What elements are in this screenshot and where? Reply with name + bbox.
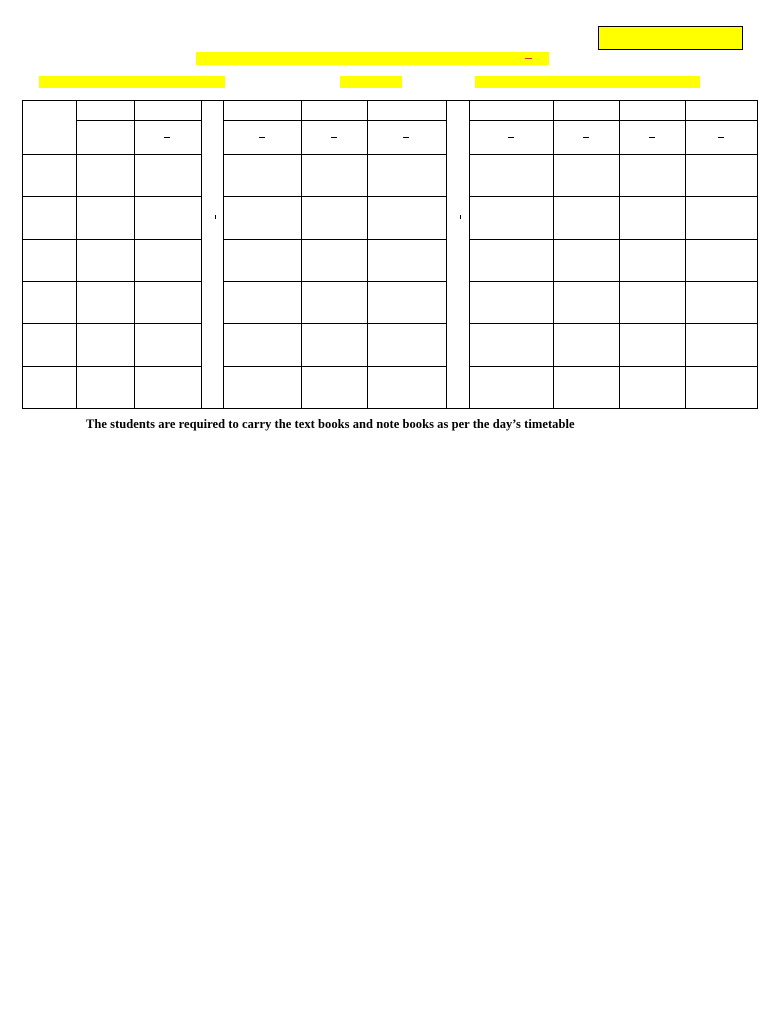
grid-subheader-line bbox=[223, 120, 302, 121]
grid-row-line bbox=[301, 281, 368, 282]
grid-border-bottom bbox=[22, 408, 758, 409]
grid-row-line bbox=[553, 366, 620, 367]
grid-row-line bbox=[619, 281, 686, 282]
grid-row-line bbox=[301, 366, 368, 367]
grid-row-line bbox=[685, 366, 758, 367]
grid-column-line bbox=[685, 100, 686, 408]
class-highlight bbox=[39, 76, 225, 88]
grid-row-line bbox=[367, 239, 447, 240]
grid-column-line bbox=[757, 100, 758, 408]
grid-row-line bbox=[22, 239, 77, 240]
grid-column-line bbox=[201, 100, 202, 408]
grid-row-line bbox=[553, 196, 620, 197]
grid-row-line bbox=[134, 154, 202, 155]
time-dash-mark bbox=[718, 137, 724, 138]
grid-row-line bbox=[134, 239, 202, 240]
grid-row-line bbox=[22, 323, 77, 324]
grid-row-line bbox=[685, 239, 758, 240]
grid-row-line bbox=[553, 323, 620, 324]
grid-subheader-line bbox=[553, 120, 620, 121]
grid-row-line bbox=[22, 281, 77, 282]
grid-row-line bbox=[134, 281, 202, 282]
grid-row-line bbox=[223, 366, 302, 367]
grid-row-line bbox=[134, 366, 202, 367]
grid-row-line bbox=[553, 281, 620, 282]
grid-row-line bbox=[301, 154, 368, 155]
grid-column-line bbox=[469, 100, 470, 408]
grid-row-line bbox=[22, 196, 77, 197]
break-column-mark bbox=[460, 215, 461, 219]
teacher-highlight bbox=[475, 76, 700, 88]
grid-row-line bbox=[22, 366, 77, 367]
grid-row-line bbox=[685, 154, 758, 155]
grid-subheader-line bbox=[619, 120, 686, 121]
footer-note: The students are required to carry the text books and note books as per the day’s timetable bbox=[86, 417, 575, 431]
grid-column-line bbox=[553, 100, 554, 408]
grid-subheader-line bbox=[301, 120, 368, 121]
grid-row-line bbox=[76, 323, 135, 324]
page-code-box bbox=[598, 26, 743, 50]
grid-row-line bbox=[469, 239, 554, 240]
grid-subheader-line bbox=[134, 120, 202, 121]
grid-row-line bbox=[685, 281, 758, 282]
grid-row-line bbox=[619, 239, 686, 240]
grid-column-line bbox=[134, 100, 135, 408]
grid-row-line bbox=[553, 239, 620, 240]
grid-row-line bbox=[134, 196, 202, 197]
grid-row-line bbox=[619, 323, 686, 324]
grid-row-line bbox=[301, 323, 368, 324]
grid-row-line bbox=[367, 281, 447, 282]
grid-column-line bbox=[22, 100, 23, 408]
grid-row-line bbox=[76, 239, 135, 240]
grid-row-line bbox=[469, 323, 554, 324]
grid-row-line bbox=[223, 239, 302, 240]
grid-subheader-line bbox=[367, 120, 447, 121]
grid-row-line bbox=[469, 196, 554, 197]
grid-row-line bbox=[223, 281, 302, 282]
grid-row-line bbox=[619, 154, 686, 155]
time-dash-mark bbox=[331, 137, 337, 138]
grid-subheader-line bbox=[76, 120, 135, 121]
time-dash-mark bbox=[649, 137, 655, 138]
grid-row-line bbox=[76, 196, 135, 197]
grid-row-line bbox=[367, 323, 447, 324]
grid-column-line bbox=[223, 100, 224, 408]
grid-row-line bbox=[76, 281, 135, 282]
grid-row-line bbox=[367, 196, 447, 197]
grid-row-line bbox=[76, 366, 135, 367]
grid-row-line bbox=[223, 323, 302, 324]
time-dash-mark bbox=[583, 137, 589, 138]
title-highlight bbox=[196, 52, 549, 65]
grid-border-top bbox=[22, 100, 758, 101]
grid-row-line bbox=[469, 154, 554, 155]
time-dash-mark bbox=[259, 137, 265, 138]
grid-column-line bbox=[446, 100, 447, 408]
time-dash-mark bbox=[164, 137, 170, 138]
section-highlight bbox=[340, 76, 402, 88]
grid-subheader-line bbox=[469, 120, 554, 121]
title-red-mark bbox=[525, 58, 532, 59]
grid-subheader-line bbox=[685, 120, 758, 121]
grid-row-line bbox=[685, 196, 758, 197]
grid-row-line bbox=[367, 154, 447, 155]
grid-row-line bbox=[223, 154, 302, 155]
grid-column-line bbox=[367, 100, 368, 408]
break-column-mark bbox=[215, 215, 216, 219]
time-dash-mark bbox=[403, 137, 409, 138]
grid-row-line bbox=[469, 366, 554, 367]
grid-row-line bbox=[134, 323, 202, 324]
grid-row-line bbox=[301, 239, 368, 240]
grid-column-line bbox=[301, 100, 302, 408]
grid-row-line bbox=[76, 154, 135, 155]
grid-row-line bbox=[22, 154, 77, 155]
grid-row-line bbox=[223, 196, 302, 197]
grid-row-line bbox=[619, 196, 686, 197]
grid-column-line bbox=[76, 100, 77, 408]
grid-row-line bbox=[469, 281, 554, 282]
grid-row-line bbox=[367, 366, 447, 367]
grid-row-line bbox=[685, 323, 758, 324]
grid-column-line bbox=[619, 100, 620, 408]
time-dash-mark bbox=[508, 137, 514, 138]
grid-row-line bbox=[301, 196, 368, 197]
grid-row-line bbox=[553, 154, 620, 155]
grid-row-line bbox=[619, 366, 686, 367]
